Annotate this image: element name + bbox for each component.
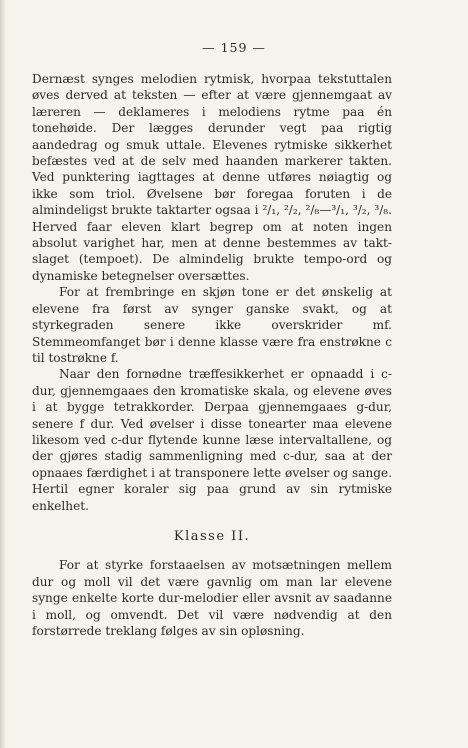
page-gutter-shadow: [0, 0, 6, 748]
paragraph-4: For at styrke forstaaelsen av motsætningen mellem dur og moll vil det være gavnlig om man lar elevene synge enkelte korte dur-melodier eller avsnit av saadanne i moll, og omvendt. Det vil være nødvendig at den forstørrede treklang følges av sin opløsning.: [32, 558, 392, 638]
paragraph-3: Naar den fornødne træffesikkerhet er opnaadd i c-dur, gjennemgaaes den kromatiske skala, og elevene øves i at bygge tetrakkorder. Derpaa gjennemgaaes g-dur, senere f dur. Ved øvelser i disse tonearter maa elevene likesom ved c-dur flytende kunne læse intervaltallene, og der gjøres stadig sammenligning med c-dur, saa at der opnaaes færdighet i at transponere lette øvelser og sange. Hertil egner koraler sig paa grund av sin rytmiske enkelhet.: [32, 367, 392, 513]
paragraph-1: Dernæst synges melodien rytmisk, hvorpaa tekstuttalen øves derved at teksten — efter at være gjennemgaat av læreren — deklameres i melodiens rytme paa én tonehøide. Der lægges derunder vegt paa rigtig aandedrag og smuk uttale. Elevenes rytmiske sikkerhet befæstes ved at de selv med haanden markerer takten. Ved punktering iagttages at denne utføres nøiagtig og ikke som triol. Øvelsene bør foregaa foruten i de almindeligst brukte taktarter ogsaa i ²/₁, ²/₂, ²/₈—³/₁, ³/₂, ³/₈. Herved faar eleven klart begrep om at noten ingen absolut varighet har, men at denne bestemmes av takt-slaget (tempoet). De almindelig brukte tempo-ord og dynamiske betegnelser oversættes.: [32, 72, 392, 283]
section-heading-klasse-2: Klasse II.: [173, 528, 251, 544]
paragraph-2: For at frembringe en skjøn tone er det ønskelig at elevene fra først av synger ganske svakt, og at styrkegraden senere ikke overskrider mf. Stemmeomfanget bør i denne klasse være fra enstrøkne c til tostrøkne f.: [32, 285, 392, 365]
page-number: — 159 —: [202, 40, 266, 55]
page-body: [32, 71, 392, 639]
